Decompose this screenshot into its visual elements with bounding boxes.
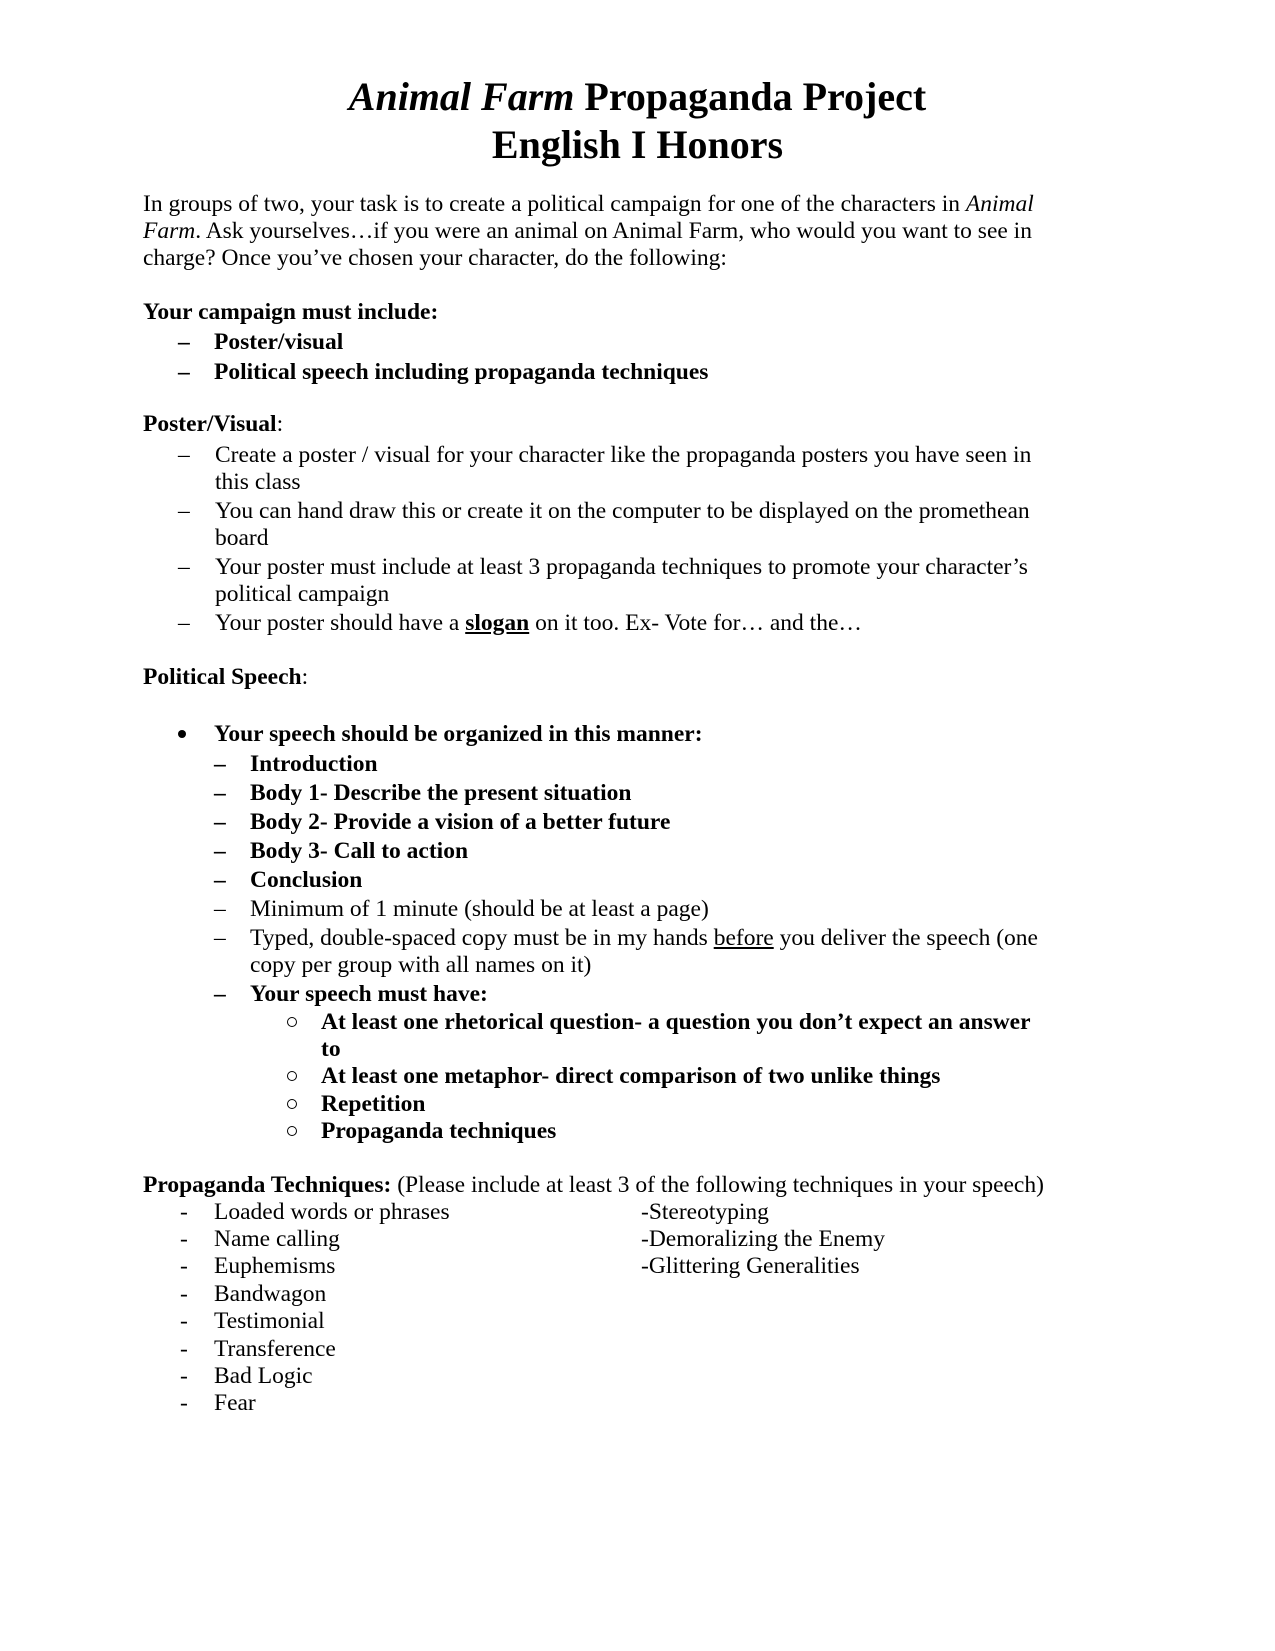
poster-heading	[143, 410, 283, 438]
technique-item-right: -Stereotyping	[641, 1199, 769, 1225]
hyphen-marker: -	[180, 1363, 188, 1389]
title-rest: Propaganda Project	[574, 74, 927, 119]
campaign-item: Political speech including propaganda techniques	[214, 359, 709, 385]
dash-marker: –	[178, 554, 190, 580]
hyphen-marker: -	[180, 1281, 188, 1307]
intro-italic: Animal	[965, 191, 1034, 217]
technique-item-right: -Demoralizing the Enemy	[641, 1226, 886, 1252]
speech-part: Body 2- Provide a vision of a better future	[250, 809, 671, 835]
technique-item: Fear	[214, 1390, 256, 1416]
dash-marker: –	[178, 498, 190, 524]
poster-item-2-cont: board	[215, 525, 269, 551]
intro-line-1	[143, 190, 1034, 218]
document-subtitle: English I Honors	[491, 122, 784, 167]
must-have-item: Propaganda techniques	[321, 1118, 557, 1144]
circle-bullet-marker	[287, 1126, 297, 1136]
poster-item-4-text: Your poster should have a	[215, 610, 466, 636]
typed-text: Typed, double-spaced copy must be in my hands	[250, 925, 714, 951]
hyphen-marker: -	[180, 1199, 188, 1225]
technique-item-right: -Glittering Generalities	[641, 1253, 860, 1279]
intro-text: In groups of two, your task is to create a political campaign for one of the characters in	[143, 191, 966, 217]
dash-marker: –	[178, 610, 190, 636]
poster-item-2: You can hand draw this or create it on the computer to be displayed on the promethean	[215, 498, 1030, 524]
circle-bullet-marker	[287, 1099, 297, 1109]
speech-part: Introduction	[250, 751, 378, 777]
speech-must-have: Your speech must have:	[250, 981, 488, 1007]
speech-part: Conclusion	[250, 867, 363, 893]
typed-text: you deliver the speech (one	[773, 925, 1038, 951]
speech-heading-text: Political Speech	[143, 664, 302, 690]
intro-italic: Farm	[143, 218, 196, 244]
bullet-marker	[178, 730, 186, 738]
technique-item: Bad Logic	[214, 1363, 313, 1389]
dash-marker: –	[178, 442, 190, 468]
dash-marker: –	[214, 925, 226, 951]
poster-item-1: Create a poster / visual for your character like the propaganda posters you have seen in	[215, 442, 1032, 468]
title-italic: Animal Farm	[348, 74, 575, 119]
must-have-item-cont: to	[321, 1036, 341, 1062]
poster-item-4	[215, 609, 862, 637]
speech-heading	[143, 663, 308, 691]
hyphen-marker: -	[180, 1336, 188, 1362]
speech-minimum: Minimum of 1 minute (should be at least a page)	[250, 896, 709, 922]
speech-typed	[250, 924, 1038, 952]
dash-marker: –	[214, 751, 226, 777]
poster-item-4-text: on it too. Ex- Vote for… and the…	[529, 610, 862, 636]
speech-part: Body 3- Call to action	[250, 838, 469, 864]
dash-marker: –	[214, 838, 226, 864]
dash-marker: –	[178, 329, 190, 355]
technique-item: Transference	[214, 1336, 336, 1362]
poster-item-1-cont: this class	[215, 469, 301, 495]
hyphen-marker: -	[180, 1308, 188, 1334]
speech-part: Body 1- Describe the present situation	[250, 780, 632, 806]
poster-heading-colon: :	[276, 411, 284, 437]
technique-item: Euphemisms	[214, 1253, 336, 1279]
dash-marker: –	[214, 896, 226, 922]
techniques-heading	[143, 1171, 1044, 1199]
circle-bullet-marker	[287, 1071, 297, 1081]
poster-item-3-cont: political campaign	[215, 581, 390, 607]
technique-item: Bandwagon	[214, 1281, 327, 1307]
dash-marker: –	[214, 780, 226, 806]
hyphen-marker: -	[180, 1253, 188, 1279]
hyphen-marker: -	[180, 1226, 188, 1252]
intro-line-3: charge? Once you’ve chosen your character, do the following:	[143, 245, 727, 271]
campaign-heading: Your campaign must include:	[143, 299, 439, 325]
document-title	[0, 74, 1275, 120]
speech-heading-colon: :	[301, 664, 309, 690]
technique-item: Testimonial	[214, 1308, 325, 1334]
technique-item: Name calling	[214, 1226, 340, 1252]
intro-line-2	[143, 217, 1032, 245]
dash-marker: –	[214, 809, 226, 835]
poster-item-3: Your poster must include at least 3 propaganda techniques to promote your character’s	[215, 554, 1028, 580]
hyphen-marker: -	[180, 1390, 188, 1416]
poster-heading-text: Poster/Visual	[143, 411, 277, 437]
techniques-note: (Please include at least 3 of the following techniques in your speech)	[391, 1172, 1044, 1198]
speech-bullet: Your speech should be organized in this manner:	[214, 721, 703, 747]
techniques-heading-text: Propaganda Techniques:	[143, 1172, 392, 1198]
dash-marker: –	[214, 981, 226, 1007]
dash-marker: –	[214, 867, 226, 893]
circle-bullet-marker	[287, 1017, 297, 1027]
before-emphasis: before	[713, 925, 774, 951]
intro-text: . Ask yourselves…if you were an animal on Animal Farm, who would you want to see in	[195, 218, 1032, 244]
must-have-item: At least one rhetorical question- a question you don’t expect an answer	[321, 1009, 1031, 1035]
dash-marker: –	[178, 359, 190, 385]
campaign-item: Poster/visual	[214, 329, 344, 355]
speech-typed-cont: copy per group with all names on it)	[250, 952, 592, 978]
technique-item: Loaded words or phrases	[214, 1199, 450, 1225]
slogan-emphasis: slogan	[465, 610, 530, 636]
must-have-item: Repetition	[321, 1091, 426, 1117]
must-have-item: At least one metaphor- direct comparison of two unlike things	[321, 1063, 941, 1089]
